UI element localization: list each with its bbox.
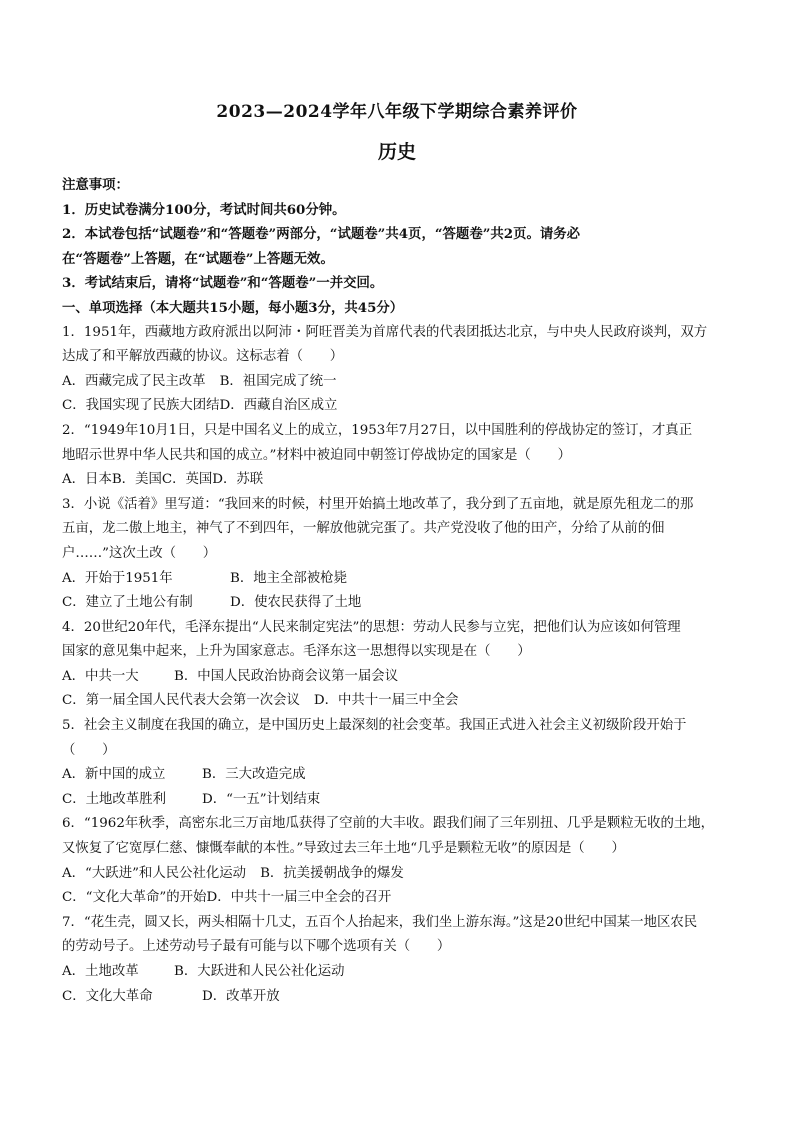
question-1 — [62, 321, 732, 419]
options-row — [62, 394, 732, 419]
question-7 — [62, 911, 732, 1009]
option-c: C．文化大革命 — [62, 988, 153, 1004]
question-stem: 户……”这次土改（ ） — [62, 545, 217, 561]
question-stem: 7．“花生壳，圆又长，两头相隔十几丈，五百个人抬起来，我们坐上游东海。”这是20世纪中国某一地区农民 — [62, 914, 698, 930]
option-a: A．土地改革 — [62, 964, 139, 979]
option-c: C．英国 — [161, 472, 213, 488]
question-stem: 达成了和平解放西藏的协议。这标志着（ ） — [62, 349, 344, 365]
option-b: B．三大改造完成 — [202, 767, 306, 783]
question-stem: 2．“1949年10月1日，只是中国名义上的成立，1953年7月27日，以中国胜利的停战协定的签订，才真正 — [62, 422, 693, 438]
question-stem: 的劳动号子。上述劳动号子最有可能与以下哪个选项有关（ ） — [62, 939, 451, 955]
question-stem: 4．20世纪20年代，毛泽东提出“人民来制定宪法”的思想：劳动人民参与立宪，把他们认为应该如何管理 — [62, 619, 681, 635]
options-row — [62, 886, 732, 911]
option-a: A．西藏完成了民主改革 — [62, 373, 206, 389]
exam-subject: 历史 — [377, 141, 416, 163]
option-a: A．“大跃进”和人民公社化运动 — [62, 865, 247, 881]
note-item: 在“答题卷”上答题，在“试题卷”上答题无效。 — [62, 250, 334, 267]
option-b: B．地主全部被枪毙 — [230, 570, 347, 586]
exam-title: 2023—2024学年八年级下学期综合素养评价 — [216, 102, 578, 122]
option-a: A．日本 — [62, 472, 112, 488]
option-d: D．改革开放 — [202, 988, 280, 1004]
option-b: B．美国 — [111, 472, 162, 488]
question-4 — [62, 616, 732, 714]
question-stem: 3．小说《活着》里写道：“我回来的时候，村里开始搞土地改革了，我分到了五亩地，就是原先租龙二的那 — [62, 496, 694, 512]
options-row — [62, 788, 732, 813]
option-d: D．中共十一届三中全会的召开 — [206, 890, 392, 906]
option-d: D．中共十一届三中全会 — [313, 693, 459, 709]
note-item: 3．考试结束后，请将“试题卷”和“答题卷”一并交回。 — [62, 275, 384, 292]
question-5 — [62, 714, 732, 812]
option-c: C．建立了土地公有制 — [62, 595, 193, 611]
notes-heading: 注意事项： — [62, 177, 129, 193]
options-row — [62, 763, 732, 788]
note-item: 1．历史试卷满分100分，考试时间共60分钟。 — [62, 201, 346, 218]
options-row — [62, 689, 732, 714]
question-2 — [62, 419, 732, 493]
options-row — [62, 468, 732, 493]
option-d: D．“一五”计划结束 — [202, 791, 321, 807]
option-c: C．“文化大革命”的开始 — [62, 890, 207, 906]
options-row — [62, 960, 732, 985]
option-c: C．我国实现了民族大团结 — [62, 398, 220, 414]
question-3 — [62, 493, 732, 616]
option-b: B．中国人民政治协商会议第一届会议 — [174, 668, 399, 684]
option-a: A．新中国的成立 — [62, 767, 166, 783]
option-d: D．使农民获得了土地 — [230, 595, 362, 611]
option-d: D．西藏自治区成立 — [219, 398, 338, 414]
question-6 — [62, 812, 732, 910]
question-stem: 又恢复了它宽厚仁慈、慷慨奉献的本性。”导致过去三年土地“几乎是颗粒无收”的原因是（ ） — [62, 841, 625, 857]
option-b: B．抗美援朝战争的爆发 — [260, 865, 404, 881]
option-c: C．土地改革胜利 — [62, 791, 166, 807]
question-stem: 地昭示世界中华人民共和国的成立。”材料中被迫同中朝签订停战协定的国家是（ ） — [62, 447, 571, 463]
question-stem: 6．“1962年秋季，高密东北三万亩地瓜获得了空前的大丰收。跟我们闹了三年别扭、几乎是颗粒无收的土地， — [62, 816, 715, 832]
options-row — [62, 665, 732, 690]
exam-content — [62, 173, 732, 1009]
options-row — [62, 862, 732, 887]
option-d: D．苏联 — [212, 472, 264, 488]
option-b: B．祖国完成了统一 — [219, 373, 337, 389]
question-stem: 国家的意见集中起来，上升为国家意志。毛泽东这一思想得以实现是在（ ） — [62, 644, 531, 660]
question-stem: 5．社会主义制度在我国的确立，是中国历史上最深刻的社会变革。我国正式进入社会主义初级阶段开始于 — [62, 718, 687, 734]
section-heading: 一、单项选择（本大题共15小题，每小题3分，共45分） — [62, 299, 404, 316]
option-a: A．开始于1951年 — [62, 570, 173, 586]
options-row — [62, 591, 732, 616]
option-b: B．大跃进和人民公社化运动 — [174, 964, 345, 979]
option-a: A．中共一大 — [62, 668, 139, 684]
question-stem: 五亩，龙二傲上地主，神气了不到四年，一解放他就完蛋了。共产党没收了他的田产，分给了从前的佃 — [62, 521, 665, 537]
question-stem: 1．1951年，西藏地方政府派出以阿沛・阿旺晋美为首席代表的代表团抵达北京，与中央人民政府谈判，双方 — [62, 324, 708, 340]
options-row — [62, 370, 732, 395]
note-item: 2．本试卷包括“试题卷”和“答题卷”两部分，“试题卷”共4页，“答题卷”共2页。请务必 — [62, 226, 581, 243]
options-row — [62, 567, 732, 592]
option-c: C．第一届全国人民代表大会第一次会议 — [62, 693, 300, 709]
question-stem: （ ） — [62, 742, 116, 758]
options-row — [62, 985, 732, 1010]
